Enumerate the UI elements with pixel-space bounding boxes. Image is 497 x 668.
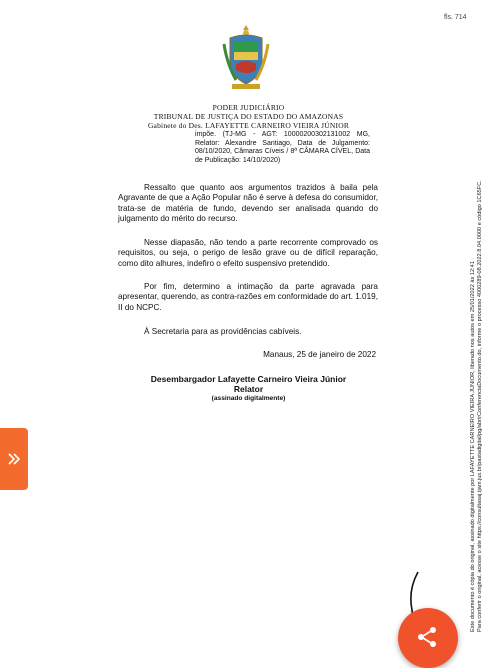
coat-of-arms-seal [222, 24, 270, 94]
signature-note: (assinado digitalmente) [211, 395, 286, 402]
expand-panel-tab[interactable] [0, 428, 28, 490]
header-court-name: TRIBUNAL DE JUSTIÇA DO ESTADO DO AMAZONAS [153, 112, 344, 121]
paragraph-1: Ressalto que quanto aos argumentos trazidos à baila pela Agravante de que a Ação Popular não é serve à defesa do consumidor, trata-se de matéria de fundo, devendo ser analisada quando do julgamento do mérito do recurso. [118, 183, 378, 224]
verification-note [470, 32, 484, 632]
signatory-name: Desembargador Lafayette Carneiro Vieira Júnior [150, 374, 347, 384]
verification-line-2: Para conferir o original, acesse o site https://consultasaj.tjam.jus.br/pastadigital/pg/abrirConferenciaDocumento.do, informe o processo 4000289-08.2022.8.04.0000 e código 1C65FC. [477, 180, 483, 632]
signatory-role: Relator [233, 384, 264, 394]
paragraph-4: À Secretaria para as providências cabíveis. [144, 327, 302, 336]
share-button[interactable] [398, 608, 458, 668]
case-citation: impõe. (TJ-MG - AGT: 10000200302131002 MG, Relator: Alexandre Santiago, Data de Julgamento: 08/10/2020, Câmaras Cíveis / 8ª CÂMARA CÍVEL, Data de Publicação: 14/10/2020) [195, 131, 370, 164]
header-court-power: PODER JUDICIÁRIO [212, 103, 285, 112]
paragraph-2: Nesse diapasão, não tendo a parte recorrente comprovado os requisitos, ou seja, o perigo de lesão grave ou de difícil reparação, como dito alhures, indefiro o efeito suspensivo pretendido. [118, 238, 378, 268]
header-office: Gabinete do Des. LAFAYETTE CARNEIRO VIEIRA JÚNIOR [147, 121, 350, 130]
date-line: Manaus, 25 de janeiro de 2022 [263, 350, 376, 359]
page-number: fls. 714 [444, 14, 467, 21]
share-icon [415, 625, 439, 649]
verification-line-1: Este documento é cópia do original, assinado digitalmente por LAFAYETTE CARNEIRO VIEIRA JUNIOR, liberado nos autos em 25/01/2022 às 12:41 . [470, 258, 476, 632]
double-chevron-right-icon [7, 452, 21, 466]
paragraph-3: Por fim, determino a intimação da parte agravada para apresentar, querendo, as contra-razões em conformidade do art. 1.019, II do NCPC. [118, 282, 378, 312]
